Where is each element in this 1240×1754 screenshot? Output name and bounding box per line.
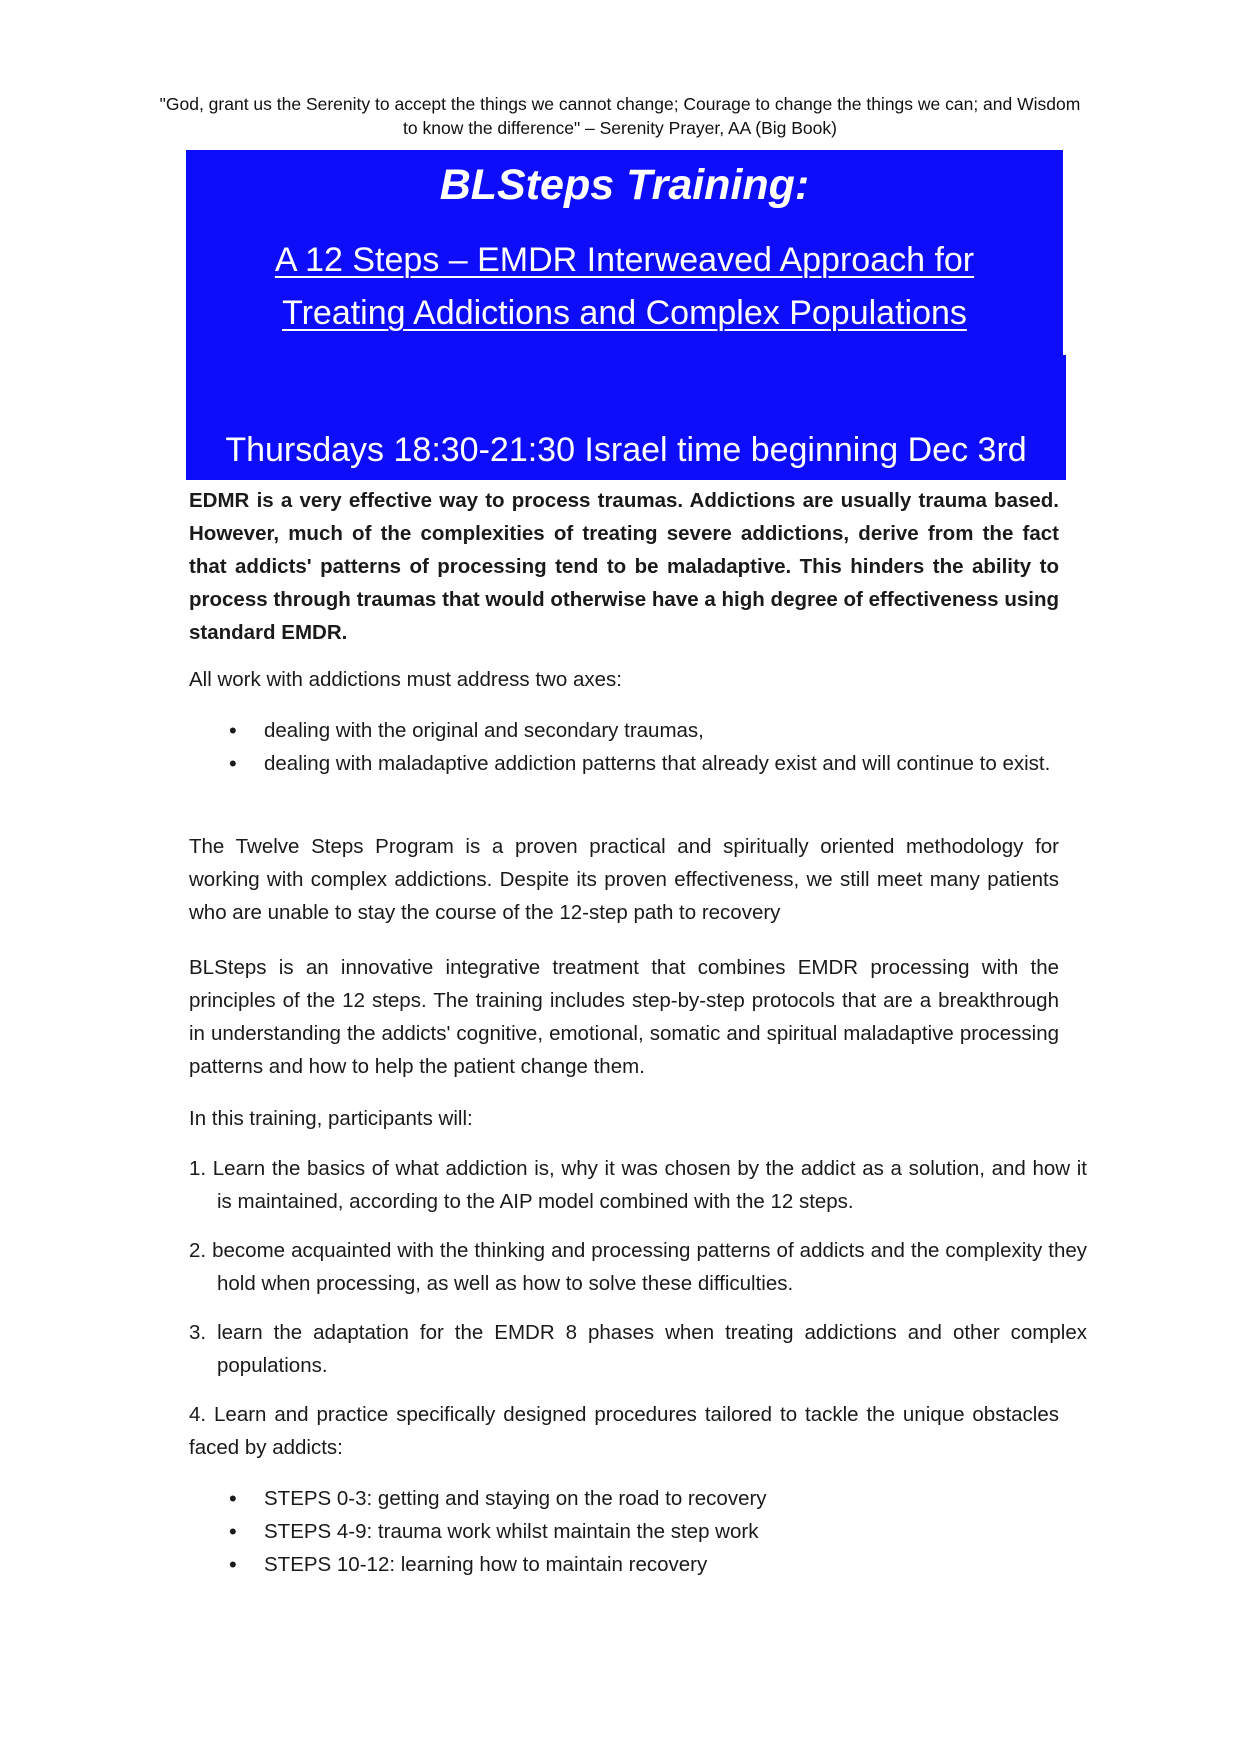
- list-item: [189, 714, 1059, 747]
- bullet-icon: •: [229, 718, 237, 743]
- bullet-icon: •: [229, 1486, 237, 1511]
- twelve-steps-paragraph: The Twelve Steps Program is a proven practical and spiritually oriented methodology for working with complex addictions. Despite its proven effectiveness, we still meet many patients who are unable to stay the course of the 12-step path to recovery: [189, 835, 1059, 924]
- steps-list: [189, 1482, 1059, 1581]
- list-item: [189, 1548, 1059, 1581]
- steps-item-2: STEPS 4-9: trauma work whilst maintain the step work: [264, 1520, 759, 1543]
- goal-item-4: 4. Learn and practice specifically designed procedures tailored to tackle the unique obstacles faced by addicts:: [189, 1403, 1059, 1459]
- list-item: [189, 747, 1059, 780]
- goal-item-3: 3. learn the adaptation for the EMDR 8 phases when treating addictions and other complex populations.: [189, 1321, 1087, 1377]
- banner-subtitle: [186, 234, 1063, 340]
- steps-item-1: STEPS 0-3: getting and staying on the road to recovery: [264, 1487, 767, 1510]
- bullet-icon: •: [229, 1519, 237, 1544]
- axes-item-2: dealing with maladaptive addiction patterns that already exist and will continue to exist.: [264, 752, 1051, 775]
- banner-title: BLSteps Training:: [439, 161, 810, 209]
- list-item: [189, 1482, 1059, 1515]
- banner-subtitle-line2: Treating Addictions and Complex Populations: [282, 294, 967, 332]
- list-item: [189, 1515, 1059, 1548]
- goal-item-1: 1. Learn the basics of what addiction is, why it was chosen by the addict as a solution, and how it is maintained, according to the AIP model combined with the 12 steps.: [189, 1157, 1087, 1213]
- banner-subtitle-line1: A 12 Steps – EMDR Interweaved Approach for: [274, 241, 975, 279]
- blsteps-paragraph: BLSteps is an innovative integrative treatment that combines EMDR processing with the principles of the 12 steps. The training includes step-by-step protocols that are a breakthrough in understanding the addicts' cognitive, emotional, somatic and spiritual maladaptive processing patterns and how to help the patient change them.: [189, 956, 1059, 1078]
- steps-item-3: STEPS 10-12: learning how to maintain recovery: [264, 1553, 708, 1576]
- axes-item-1: dealing with the original and secondary traumas,: [264, 719, 704, 742]
- participants-intro: In this training, participants will:: [189, 1107, 473, 1130]
- intro-paragraph: EDMR is a very effective way to process traumas. Addictions are usually trauma based. However, much of the complexities of treating severe addictions, derive from the fact that addicts' patterns of processing tend to be maladaptive. This hinders the ability to process through traumas that would otherwise have a high degree of effectiveness using standard EMDR.: [189, 489, 1059, 644]
- bullet-icon: •: [229, 751, 237, 776]
- goal-item-2: 2. become acquainted with the thinking and processing patterns of addicts and the complexity they hold when processing, as well as how to solve these difficulties.: [189, 1239, 1087, 1295]
- axes-list: [189, 714, 1059, 780]
- serenity-prayer-quote: "God, grant us the Serenity to accept the things we cannot change; Courage to change the things we can; and Wisdom to know the difference" – Serenity Prayer, AA (Big Book): [159, 93, 1081, 138]
- bullet-icon: •: [229, 1552, 237, 1577]
- axes-intro: All work with addictions must address two axes:: [189, 668, 622, 691]
- banner-schedule: Thursdays 18:30-21:30 Israel time beginning Dec 3rd: [225, 431, 1027, 469]
